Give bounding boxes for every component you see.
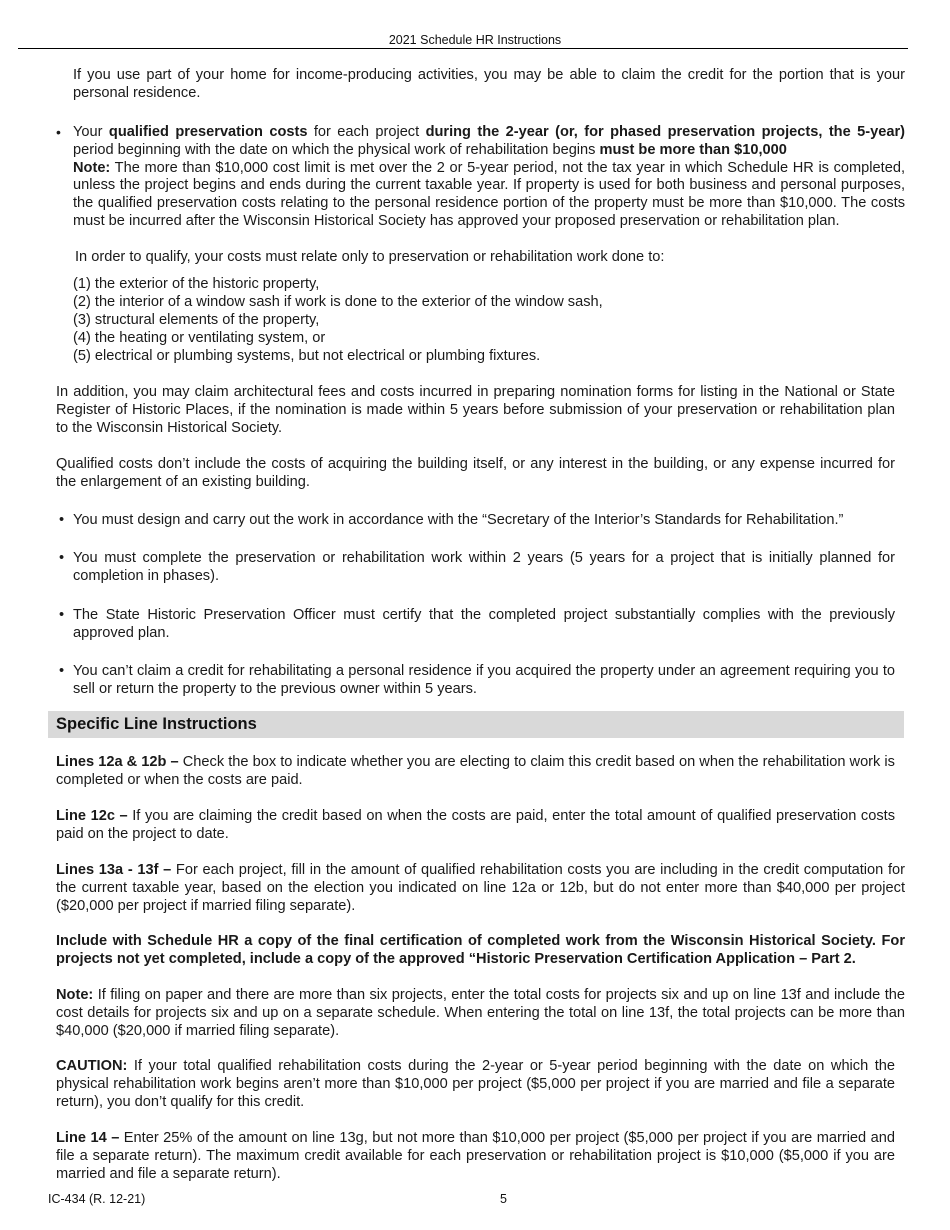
line-12c-text: If you are claiming the credit based on when the costs are paid, enter the total amount of qualified preservation costs paid on the project to date. xyxy=(56,808,895,842)
requirement-text-1: You must design and carry out the work in accordance with the “Secretary of the Interior’s Standards for Rehabilitation.” xyxy=(73,512,844,528)
lines-12a-12b-label: Lines 12a & 12b – xyxy=(56,754,179,770)
include-certification-paragraph: Include with Schedule HR a copy of the final certification of completed work from the Wisconsin Historical Society. For projects not yet completed, include a copy of the approved “Historic Preservation Certification Application – Part 2. xyxy=(56,933,905,967)
section-heading-bar xyxy=(48,711,904,738)
requirement-bullet-1 xyxy=(59,512,895,530)
section-title: Specific Line Instructions xyxy=(56,715,257,733)
requirement-text-3: The State Historic Preservation Officer must certify that the completed project substantially complies with the previously approved plan. xyxy=(73,607,895,641)
form-identifier: IC-434 (R. 12-21) xyxy=(48,1192,146,1206)
qc-text-a: Your xyxy=(73,124,109,140)
requirement-bullet-4 xyxy=(59,663,895,699)
note-paragraph xyxy=(56,987,905,1040)
requirement-text-4: You can’t claim a credit for rehabilitating a personal residence if you acquired the property under an agreement requiring you to sell or return the property to the previous owner within 5 years. xyxy=(73,663,895,697)
qc-note-text: The more than $10,000 cost limit is met over the 2 or 5-year period, not the tax year in which Schedule HR is completed, unless the project begins and ends during the current taxable year. If property is used for both business and personal purposes, the qualified preservation costs relating to the personal residence portion of the property must be more than $10,000. The costs must be incurred after the Wisconsin Historical Society has approved your proposed preservation or rehabilitation plan. xyxy=(73,159,905,229)
line-12c-paragraph xyxy=(56,808,895,844)
qc-text-d: during the 2-year (or, for phased preservation projects, the 5-year) xyxy=(425,124,905,140)
lines-13a-13f-label: Lines 13a - 13f – xyxy=(56,862,172,878)
requirement-bullet-3 xyxy=(59,607,895,643)
qc-text-e: period beginning with the date on which the physical work of rehabilitation begins xyxy=(73,141,600,158)
note-label: Note: xyxy=(56,987,94,1003)
exclusion-paragraph: Qualified costs don’t include the costs of acquiring the building itself, or any interest in the building, or any expense incurred for the enlargement of an existing building. xyxy=(56,456,895,490)
lines-13a-13f-paragraph xyxy=(56,862,905,915)
note-text: If filing on paper and there are more than six projects, enter the total costs for projects six and up on line 13f and include the cost details for projects six and up on a separate schedule. When entering the total on line 13f, the total projects can be more than $40,000 ($20,000 if married filing separate). xyxy=(56,987,905,1039)
work-item-4: (4) the heating or ventilating system, or xyxy=(73,330,326,346)
caution-text: If your total qualified rehabilitation costs during the 2-year or 5-year period beginning with the date on which the physical rehabilitation work begins aren’t more than $10,000 per project ($5,000 per project if you are married and file a separate return), you don’t qualify for this credit. xyxy=(56,1058,895,1110)
line-14-paragraph xyxy=(56,1130,895,1183)
qc-text-b: qualified preservation costs xyxy=(108,124,308,140)
requirement-text-2: You must complete the preservation or rehabilitation work within 2 years (5 years for a project that is initially planned for completion in phases). xyxy=(73,550,895,584)
lines-12a-12b-paragraph xyxy=(56,754,895,790)
lines-13a-13f-text: For each project, fill in the amount of qualified rehabilitation costs you are including in the credit computation for the current taxable year, based on the election you indicated on line 12a or 12b, but do not enter more than $40,000 per project ($20,000 per project if married filing separate). xyxy=(56,862,905,914)
bullet-marker: • xyxy=(59,607,65,623)
bullet-marker: • xyxy=(59,512,65,528)
lines-12a-12b-text: Check the box to indicate whether you are electing to claim this credit based on when the rehabilitation work is completed or when the costs are paid. xyxy=(56,754,895,788)
qc-text-c: for each project xyxy=(307,124,426,140)
qc-text-f: must be more than $10,000 xyxy=(599,141,787,158)
page-header-title: 2021 Schedule HR Instructions xyxy=(388,33,562,47)
work-item-5: (5) electrical or plumbing systems, but not electrical or plumbing fixtures. xyxy=(73,348,541,364)
line-12c-label: Line 12c – xyxy=(56,808,128,824)
addition-paragraph: In addition, you may claim architectural fees and costs incurred in preparing nomination forms for listing in the National or State Register of Historic Places, if the nomination is made within 5 years before submission of your preservation or rehabilitation plan to the Wisconsin Historical Society. xyxy=(56,384,895,436)
caution-paragraph xyxy=(56,1058,895,1111)
requirement-bullet-2 xyxy=(59,550,895,586)
work-item-1: (1) the exterior of the historic property, xyxy=(73,276,320,292)
bullet-marker: • xyxy=(56,124,61,140)
page-number: 5 xyxy=(500,1192,507,1206)
intro-paragraph: If you use part of your home for income-producing activities, you may be able to claim the credit for the portion that is your personal residence. xyxy=(73,67,905,101)
work-item-2: (2) the interior of a window sash if work is done to the exterior of the window sash, xyxy=(73,294,603,310)
header-divider xyxy=(18,48,908,49)
qualified-costs-paragraph xyxy=(56,124,905,231)
bullet-marker: • xyxy=(59,663,65,679)
work-item-3: (3) structural elements of the property, xyxy=(73,312,320,328)
caution-label: CAUTION: xyxy=(56,1058,128,1074)
line-14-text: Enter 25% of the amount on line 13g, but not more than $10,000 per project ($5,000 per project if you are married and file a separate return). The maximum credit available for each preservation or rehabilitation project is $10,000 ($5,000 if you are married and file a separate return). xyxy=(56,1130,895,1182)
line-14-label: Line 14 – xyxy=(56,1130,120,1146)
bullet-marker: • xyxy=(59,550,65,566)
qc-note-label: Note: xyxy=(73,159,111,176)
qualify-intro-line: In order to qualify, your costs must relate only to preservation or rehabilitation work done to: xyxy=(75,249,665,265)
